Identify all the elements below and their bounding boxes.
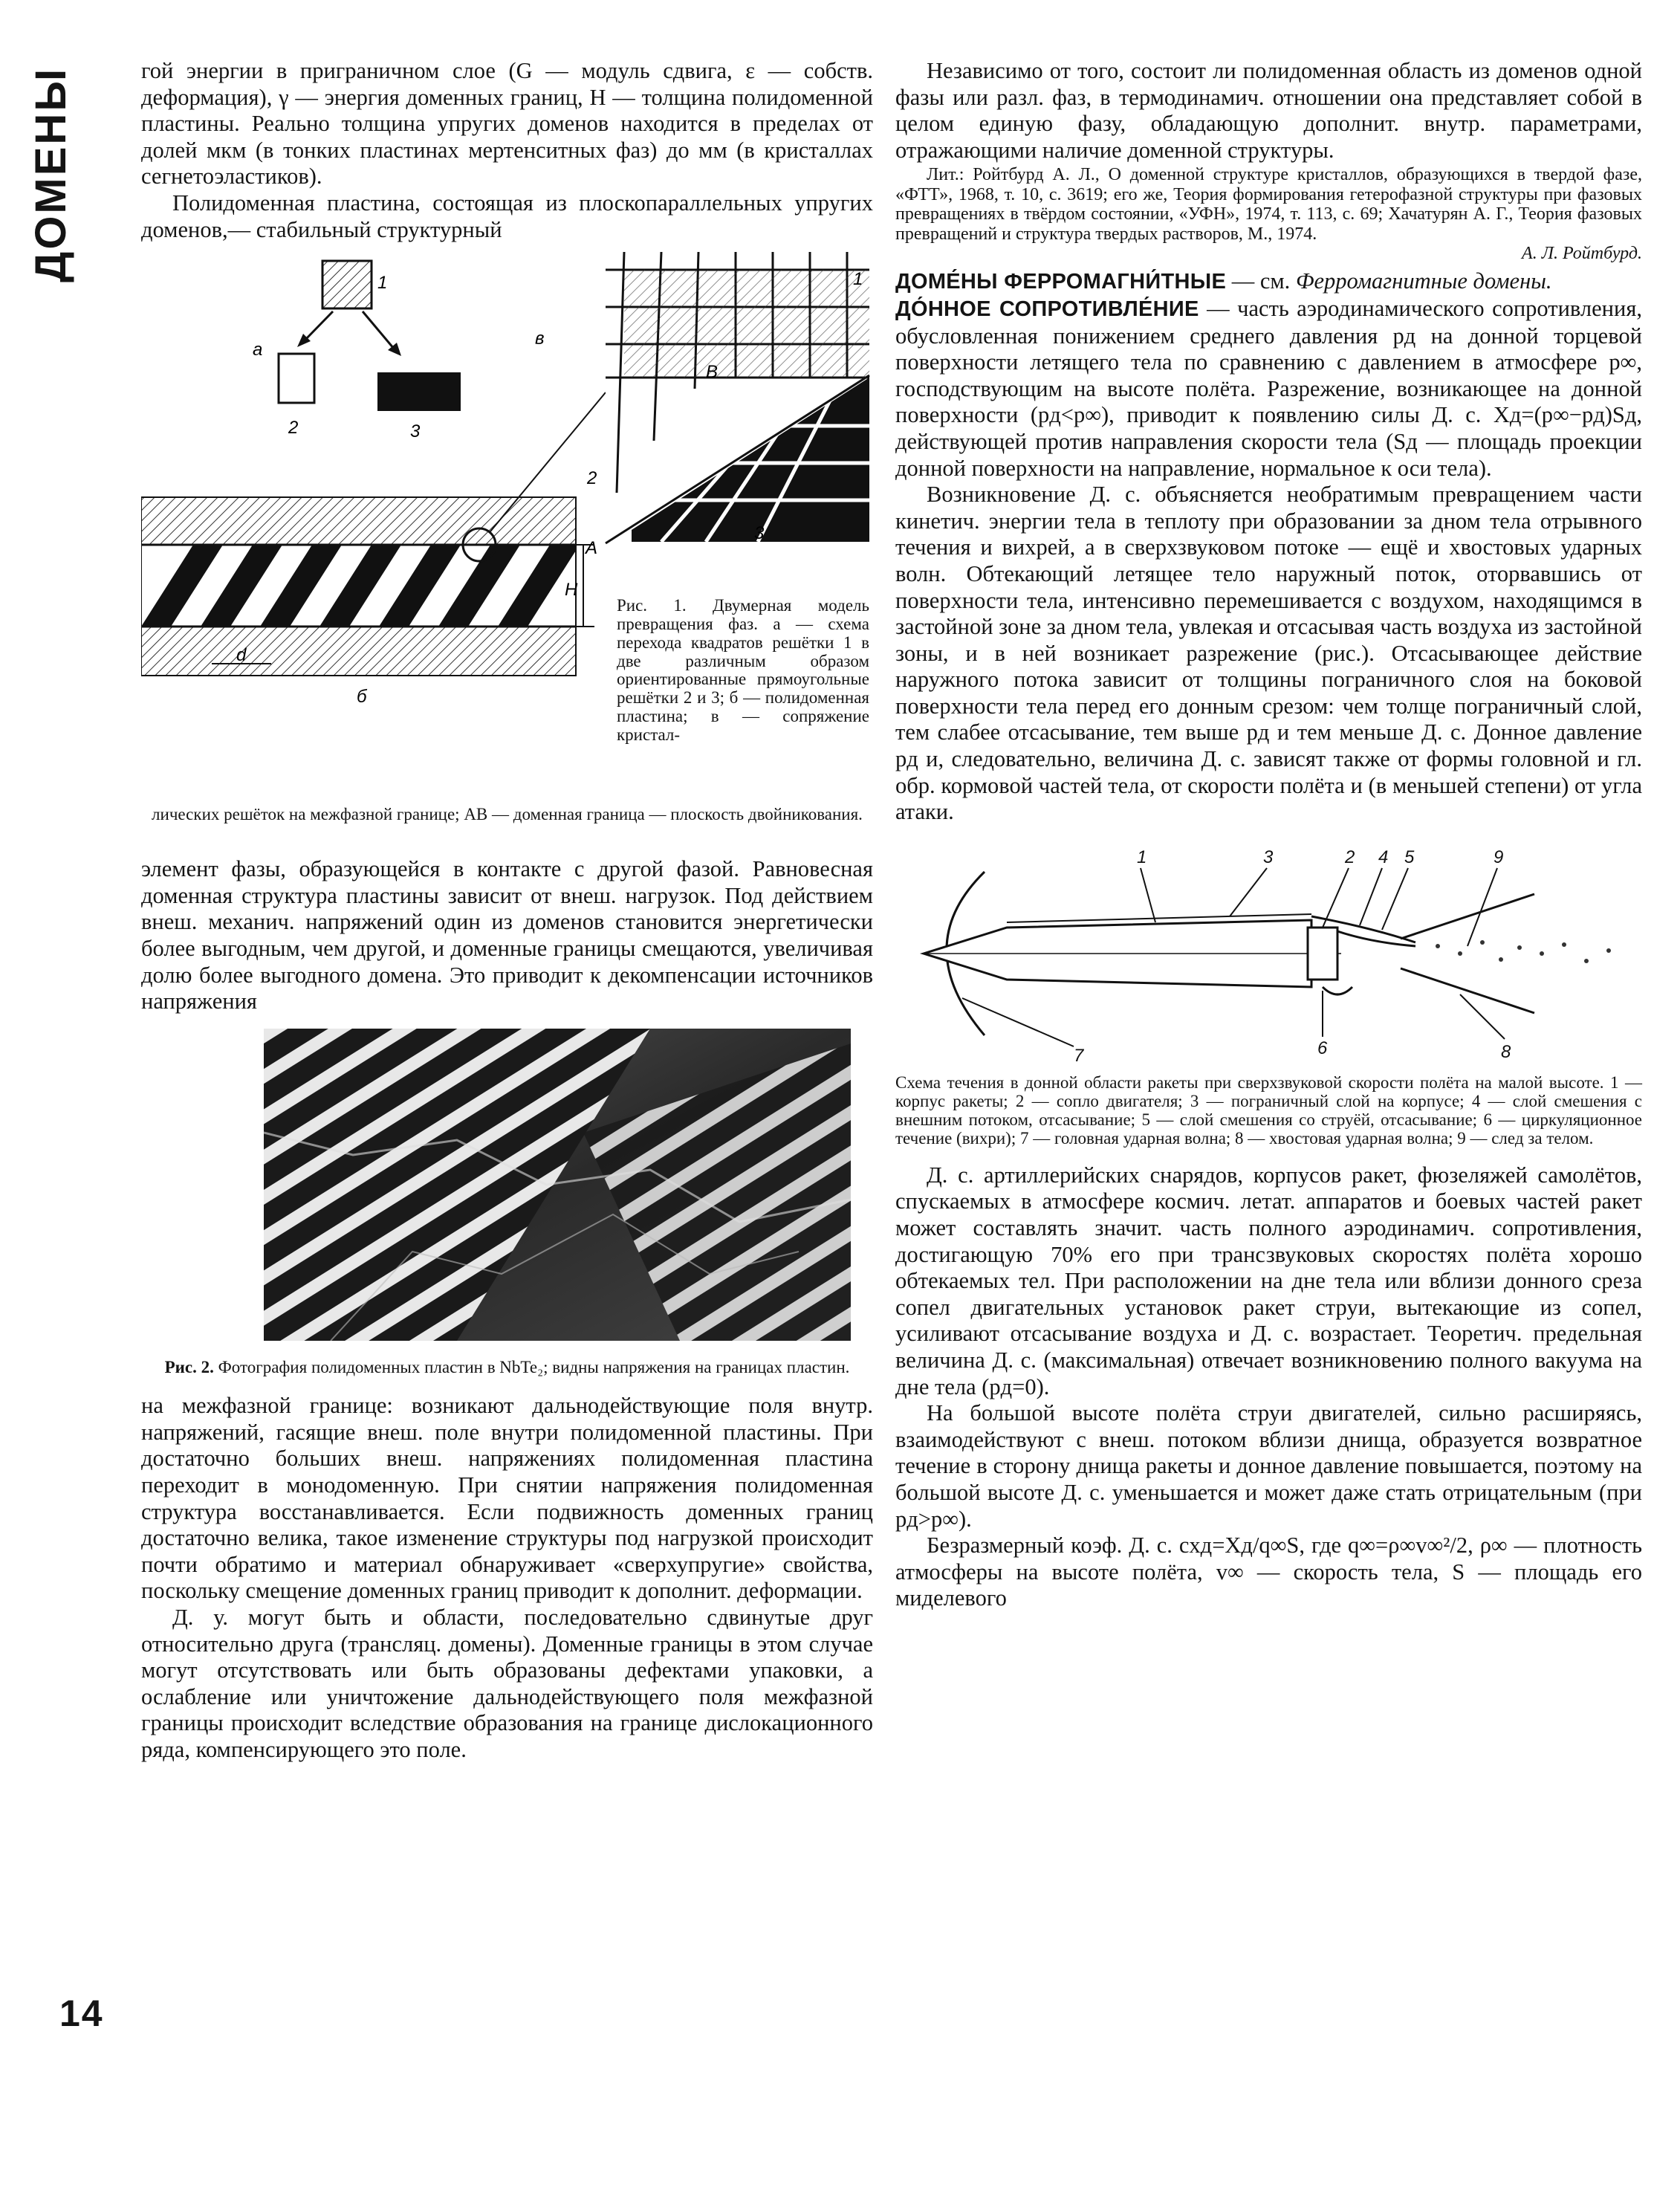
diagram-label-2: 2 bbox=[1345, 847, 1355, 867]
figure-2-caption-text: Фотография полидоменных пластин в NbTe₂; видны напряжения на границах пластин. bbox=[218, 1357, 850, 1376]
entry-ferromagnetic-domains-text: — см. bbox=[1226, 268, 1296, 294]
label-3: 3 bbox=[410, 421, 421, 442]
figure-2-caption bbox=[141, 1358, 873, 1377]
right-paragraph-4: На большой высоте полёта струи двигателей, сильно расширяясь, взаимодействуют с внеш. потоком вблизи днища, образуется возвратное течение в сторону днища ракеты и донное давление повышается, поэтому на большой высоте Д. с. уменьшается и может даже стать отрицательным (при pд>p∞). bbox=[895, 1400, 1642, 1532]
label-2-lattice: 2 bbox=[587, 468, 597, 489]
left-paragraph-2: Полидоменная пластина, состоящая из плоскопараллельных упругих доменов,— стабильный структурный bbox=[141, 190, 873, 242]
diagram-label-3: 3 bbox=[1263, 847, 1274, 867]
entry-base-drag-text: — часть аэродинамического сопротивления, обусловленная понижением среднего давления pд на донной торцевой поверхности летящего тела по сравнению с давлением в атмосфере p∞, господствующим на высоте полёта. Разрежение, возникающее на донной поверхности (pд<p∞), приводит к появлению силы Д. с. Xд=(p∞−pд)Sд, действующей против направления скорости тела (Sд — площадь проекции донной поверхности на направление, нормальное к оси тела). bbox=[895, 295, 1642, 481]
figure-1-caption: Рис. 1. Двумерная модель превращения фаз. а — схема перехода квадратов решётки 1 в две различным образом ориентированные прямоугольные решётки 2 и 3; б — полидоменная пластина; в — сопряжение кристал- bbox=[617, 596, 869, 744]
tail-shock-lower bbox=[1401, 968, 1534, 1013]
lattice-rect-2 bbox=[279, 354, 314, 403]
diagram-label-9: 9 bbox=[1493, 847, 1504, 867]
page-number: 14 bbox=[59, 1993, 104, 2034]
right-paragraph-5: Безразмерный коэф. Д. с. cxд=Xд/q∞S, где q∞=ρ∞v∞²/2, ρ∞ — плотность атмосферы на высоте полёта, v∞ — скорость тела, S — площадь его миделевого bbox=[895, 1533, 1642, 1611]
label-1-lattice: 1 bbox=[853, 269, 863, 290]
label-A: A bbox=[586, 538, 598, 559]
left-paragraph-3: элемент фазы, образующейся в контакте с другой фазой. Равновесная доменная структура пластины зависит от внеш. нагрузок. Под действием внеш. механич. напряжений один из доменов становится энергетически более выгодным, чем другой, и доменные границы смещаются, увеличивая долю более выгодного домена. Это приводит к декомпенсации источников напряжения bbox=[141, 856, 873, 1014]
lattice-square-1 bbox=[322, 261, 372, 308]
right-column bbox=[895, 58, 1642, 1612]
label-3-lattice: 3 bbox=[754, 523, 765, 544]
left-paragraph-1: гой энергии в приграничном слое (G — модуль сдвига, ε — собств. деформация), γ — энергия доменных границ, H — толщина полидоменной пластины. Реально толщина упругих доменов находится в пределах от долей мкм (в тонких пластинах мертенситных фаз) до мм (в кристаллах сегнетоэластиков). bbox=[141, 58, 873, 190]
right-paragraph-2: Возникновение Д. с. объясняется необратимым превращением части кинетич. энергии тела в теплоту при образовании за дном тела отрывного течения и вихрей, а в сверхзвуковом потоке — ещё и хвостовых ударных волн. Обтекающий летящее тело наружный поток, оторвавшись от поверхности тела, интенсивно перемешивается с воздухом, находящимся в застойной зоне за дном тела, увлекая и отсасывая часть воздуха из застойной зоны, и в ней возникает разрежение (рис.). Отсасывающее действие наружного потока зависит от толщины пограничного слоя на боковой поверхности тела перед его донным срезом: чем толще пограничный слой, тем слабее отсасывание, тем выше pд и тем меньше Д. с. Донное давление pд и, следовательно, величина Д. с. зависят также от формы головной и гл. обр. кормовой частей тела, от скорости полёта и (в меньшей степени) от угла атаки. bbox=[895, 482, 1642, 825]
diagram-label-4: 4 bbox=[1378, 847, 1389, 867]
label-H: H bbox=[565, 580, 578, 601]
label-v: в bbox=[535, 329, 545, 349]
lattice-rect-3 bbox=[377, 372, 461, 411]
entry-base-drag bbox=[895, 296, 1642, 482]
article-author: А. Л. Ройтбурд. bbox=[1522, 244, 1642, 264]
arrow-to-3 bbox=[363, 311, 394, 349]
left-paragraph-4: на межфазной границе: возникают дальнодействующие поля внутр. напряжений, гасящие внеш. поле внутри полидоменной пластины. При достаточно больших внеш. напряжениях полидоменная пластина переходит в монодоменную. При снятии напряжения полидоменная структура восстанавливается. Если подвижность доменных границ достаточно велика, такое изменение структуры под нагрузкой происходит почти обратимо и материал обнаруживает «сверхупругие» свойства, поскольку смещение доменных границ приводит к дополнит. деформации. bbox=[141, 1393, 873, 1604]
entry-base-drag-heading: ДО́ННОЕ СОПРОТИВЛЕ́НИЕ bbox=[895, 297, 1199, 321]
label-a: а bbox=[253, 340, 263, 360]
engine-nozzle bbox=[1308, 928, 1337, 980]
right-paragraph-3: Д. с. артиллерийских снарядов, корпусов ракет, фюзеляжей самолётов, спускаемых в атмосфере космич. летат. аппаратов и боевых частей ракет может составлять значит. часть полного аэродинамич. сопротивления, достигающую 70% его при трансзвуковых скоростях полёта хорошо обтекаемых тел. При расположении на дне тела или вблизи донного среза сопел двигательных установок ракет струи, вытекающие из сопел, усиливают отсасывание воздуха и Д. с. возрастает. Теоретич. предельная величина Д. с. (максимальная) отвечает возникновению полного вакуума на дне тела (pд=0). bbox=[895, 1162, 1642, 1399]
diagram-label-6: 6 bbox=[1317, 1038, 1328, 1058]
label-d: d bbox=[236, 645, 247, 666]
figure-3-caption: Схема течения в донной области ракеты при сверхзвуковой скорости полёта на малой высоте. 1 — корпус ракеты; 2 — сопло двигателя; 3 — пограничный слой на корпусе; 4 — слой смешения с внешним потоком, отсасывание; 5 — слой смешения со струёй, отсасывание; 6 — циркуляционное течение (вихри); 7 — головная ударная волна; 8 — хвостовая ударная волна; 9 — след за телом. bbox=[895, 1072, 1642, 1148]
left-paragraph-5: Д. у. могут быть и области, последовательно сдвинутые друг относительно друга (трансляц. домены). Доменные границы в этом случае могут отсутствовать или быть образованы дефектами упаковки, а ослабление или уничтожение дальнодействующего поля межфазной границы происходит вследствие образования на границе дислокационного ряда, компенсирующего это поле. bbox=[141, 1604, 873, 1762]
figure-1-caption-tail: лических решёток на межфазной границе; AB — доменная граница — плоскость двойникования. bbox=[152, 805, 863, 824]
diagram-label-8: 8 bbox=[1501, 1041, 1511, 1062]
figure-1 bbox=[141, 247, 873, 853]
figure-2-caption-lead: Рис. 2. bbox=[164, 1357, 214, 1376]
label-1: 1 bbox=[377, 273, 388, 294]
entry-ferromagnetic-domains bbox=[895, 268, 1642, 296]
figure-2-photo bbox=[264, 1029, 851, 1341]
polydomain-slab bbox=[141, 497, 580, 676]
left-column bbox=[141, 58, 873, 1764]
entry-ferromagnetic-domains-heading: ДОМЕ́НЫ ФЕРРОМАГНИ́ТНЫЕ bbox=[895, 270, 1227, 294]
recirculation-vortex bbox=[1323, 987, 1352, 994]
right-paragraph-1: Независимо от того, состоит ли полидоменная область из доменов одной фазы или разл. фаз, в термодинамич. отношении она представляет собой в целом единую фазу, обладающую дополнит. внутр. параметрами, отражающими наличие доменной структуры. bbox=[895, 58, 1642, 163]
diagram-label-7: 7 bbox=[1074, 1045, 1084, 1065]
diagram-label-1: 1 bbox=[1137, 847, 1147, 867]
arrow-to-2 bbox=[305, 311, 333, 340]
label-B: B bbox=[706, 362, 719, 383]
entry-ferromagnetic-domains-ref: Ферромагнитные домены. bbox=[1295, 268, 1552, 294]
label-2: 2 bbox=[288, 418, 299, 438]
lattice-coupling bbox=[606, 252, 869, 543]
label-b: б bbox=[357, 687, 367, 708]
running-head bbox=[16, 59, 83, 282]
wake-dots bbox=[1436, 940, 1611, 963]
figure-3-rocket-diagram bbox=[895, 842, 1642, 1065]
diagram-label-5: 5 bbox=[1404, 847, 1415, 867]
literature-references: Лит.: Ройтбурд А. Л., О доменной структуре кристаллов, образующихся в твердой фазе, «ФТТ», 1968, т. 10, с. 3619; его же, Теория формирования гетерофазной структуры при фазовых превращениях в твёрдом состоянии, «УФН», 1974, т. 113, с. 69; Хачатурян А. Г., Теория фазовых превращений и структура твердых растворов, М., 1974. bbox=[895, 165, 1642, 244]
tail-shock-upper bbox=[1401, 894, 1534, 939]
running-head-text: ДОМЕНЫ bbox=[27, 66, 75, 282]
